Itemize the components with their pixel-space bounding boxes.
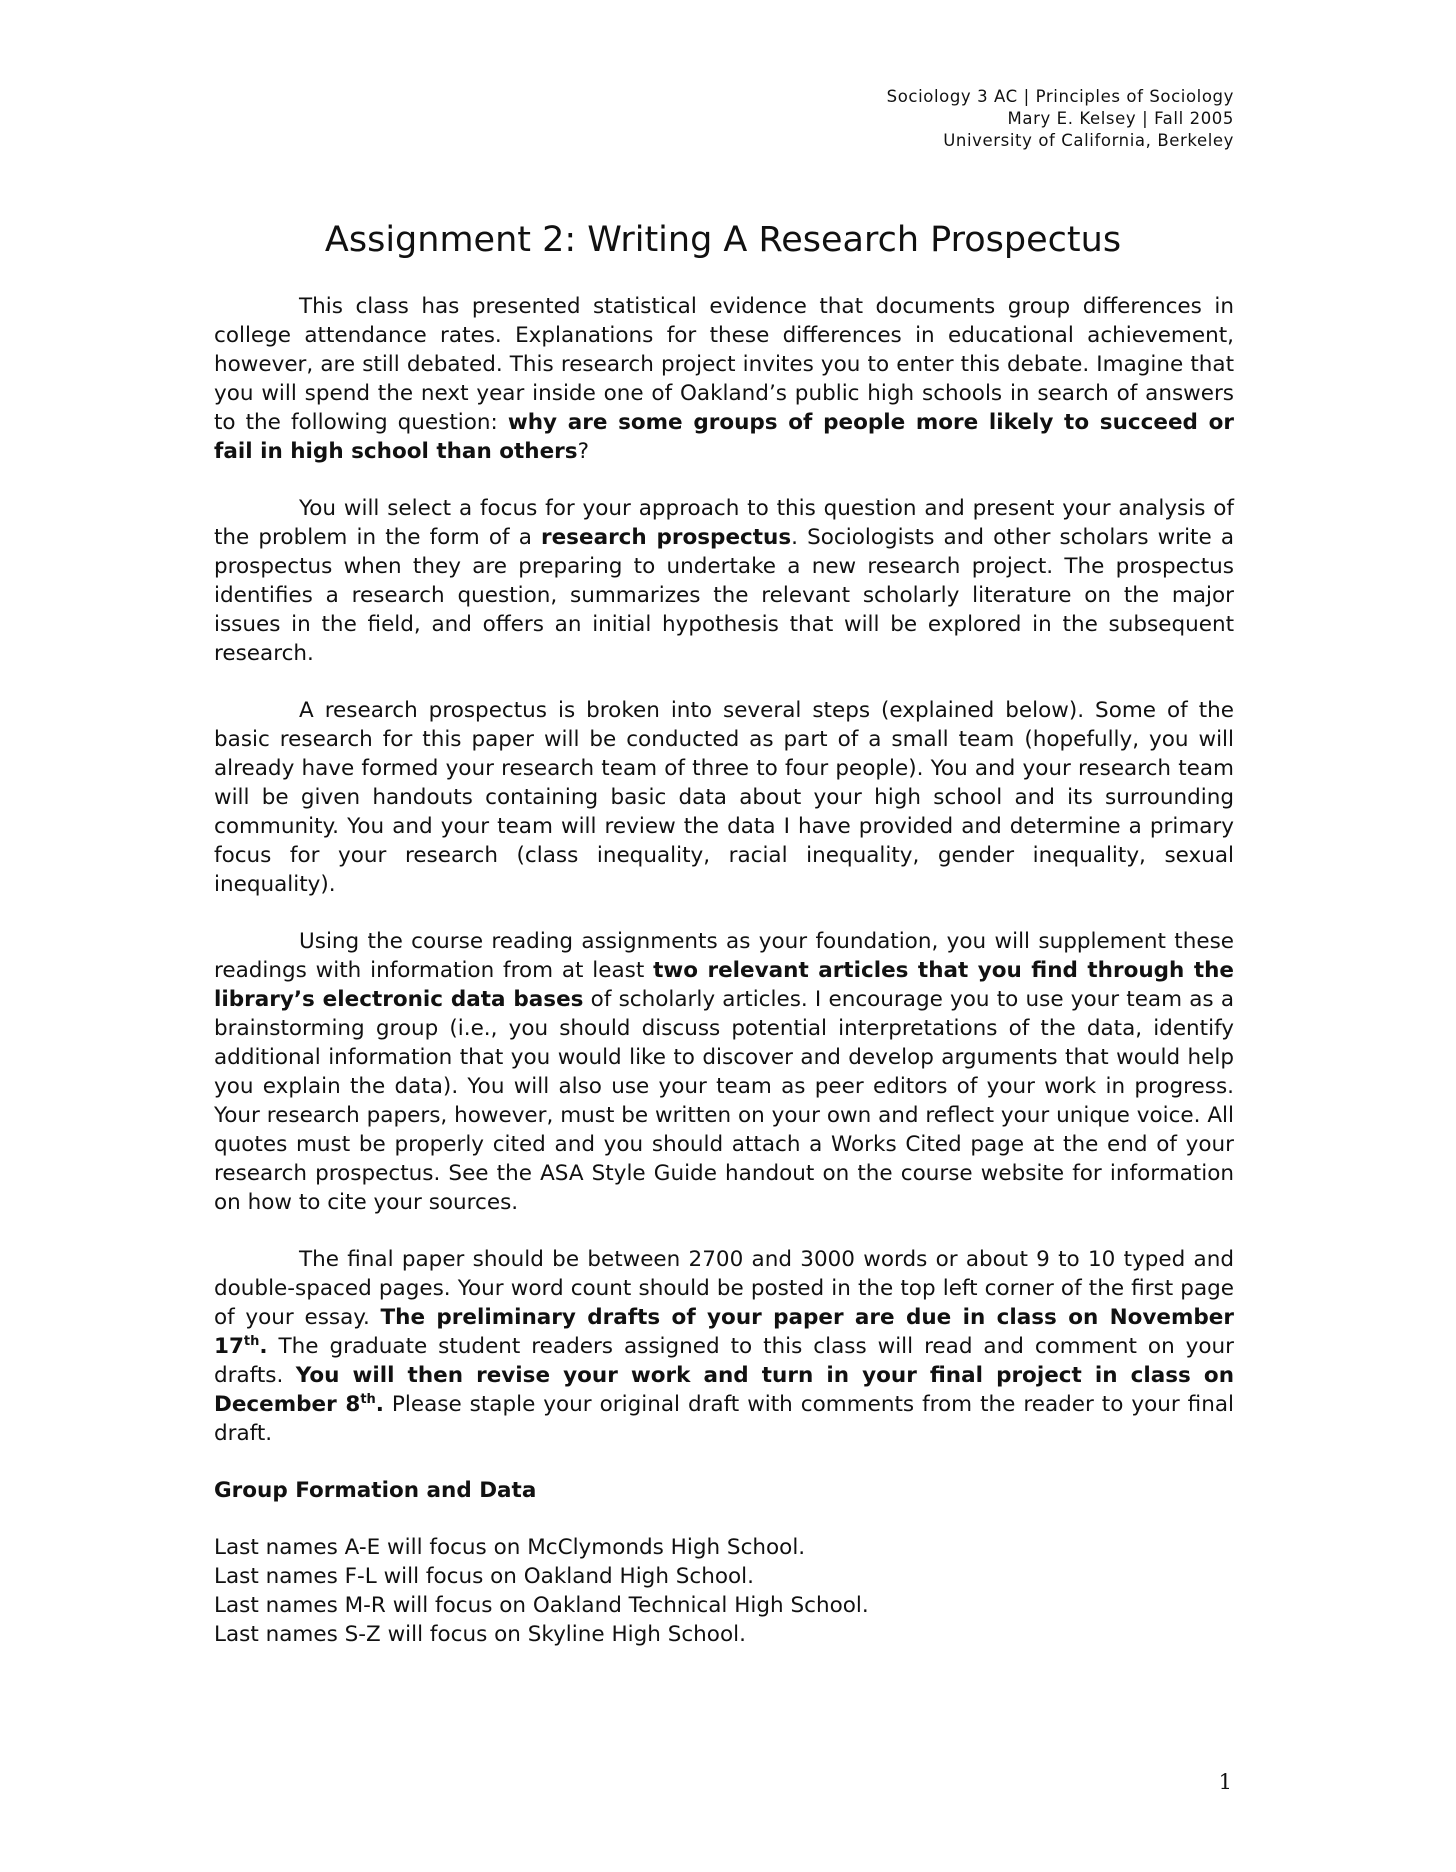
list-item: Last names F-L will focus on Oakland High School. [214, 1564, 754, 1589]
paragraph-text: You will select a focus for your approach to this question and present your analysis of the problem in the form of a [214, 496, 1234, 550]
instructor-line: Mary E. Kelsey | Fall 2005 [1007, 109, 1234, 128]
university-line: University of California, Berkeley [943, 131, 1234, 150]
course-line: Sociology 3 AC | Principles of Sociology [886, 87, 1234, 106]
paragraph-bold-text: . [259, 1334, 268, 1359]
paragraph-text: Using the course reading assignments as your foundation, you will supplement these readings with information from at least [214, 929, 1234, 983]
group-list [214, 1533, 1234, 1649]
paragraph-steps [214, 696, 1234, 899]
ordinal-suffix: th [243, 1333, 260, 1349]
paragraph-text: Please staple your original draft with comments from the reader to your final draft. [214, 1392, 1234, 1446]
section-heading: Group Formation and Data [214, 1478, 537, 1503]
paragraph-readings [214, 927, 1234, 1217]
paragraph-text: . Sociologists and other scholars write a prospectus when they are preparing to undertake a new research project. The prospectus identifies a research question, summarizes the relevant scholarly literature on the major issues in the field, and offers an initial hypothesis that will be explored in the subsequent research. [214, 525, 1234, 666]
list-item: Last names M-R will focus on Oakland Technical High School. [214, 1593, 869, 1618]
paragraph-bold-text: The preliminary drafts of your paper are due in class on November 17 [214, 1305, 1234, 1359]
paragraph-bold-text: two relevant articles that you find through the library’s electronic data bases [214, 958, 1234, 1012]
paragraph-text: The graduate student readers assigned to this class will read and comment on your drafts. [214, 1334, 1234, 1388]
paragraph-prospectus [214, 494, 1234, 668]
paragraph-bold-text: . [375, 1392, 384, 1417]
paragraph-bold-text: why are some groups of people more likely to succeed or fail in high school than others [214, 410, 1234, 464]
paragraph-text: The final paper should be between 2700 and 3000 words or about 9 to 10 typed and double-spaced pages. Your word count should be posted in the top left corner of the first page of your essay. [214, 1247, 1234, 1330]
paragraph-final-paper [214, 1245, 1234, 1448]
list-item: Last names A-E will focus on McClymonds High School. [214, 1535, 806, 1560]
paragraph-text: ? [577, 439, 589, 464]
course-header [887, 86, 1234, 152]
body-text [214, 292, 1234, 1649]
page-number: 1 [1218, 1770, 1232, 1794]
paragraph-bold-text: research prospectus [541, 525, 792, 550]
list-item: Last names S-Z will focus on Skyline High School. [214, 1622, 746, 1647]
page-title: Assignment 2: Writing A Research Prospectus [324, 220, 1122, 260]
paragraph-text: A research prospectus is broken into several steps (explained below). Some of the basic research for this paper will be conducted as part of a small team (hopefully, you will already have formed your research team of three to four people). You and your research team will be given handouts containing basic data about your high school and its surrounding community. You and your team will review the data I have provided and determine a primary focus for your research (class inequality, racial inequality, gender inequality, sexual inequality). [214, 698, 1234, 897]
paragraph-text: of scholarly articles. I encourage you to use your team as a brainstorming group (i.e., you should discuss potential interpretations of the data, identify additional information that you would like to discover and develop arguments that would help you explain the data). You will also use your team as peer editors of your work in progress. Your research papers, however, must be written on your own and reflect your unique voice. All quotes must be properly cited and you should attach a Works Cited page at the end of your research prospectus. See the ASA Style Guide handout on the course website for information on how to cite your sources. [214, 987, 1234, 1215]
paragraph-bold-text: You will then revise your work and turn in your final project in class on December 8 [214, 1363, 1234, 1417]
ordinal-suffix: th [360, 1391, 376, 1407]
paragraph-text: This class has presented statistical evidence that documents group differences in college attendance rates. Explanations for these differences in educational achievement, however, are still debated. This research project invites you to enter this debate. Imagine that you will spend the next year inside one of Oakland’s public high schools in search of answers to the following question: [214, 294, 1234, 435]
paragraph-intro [214, 292, 1234, 466]
